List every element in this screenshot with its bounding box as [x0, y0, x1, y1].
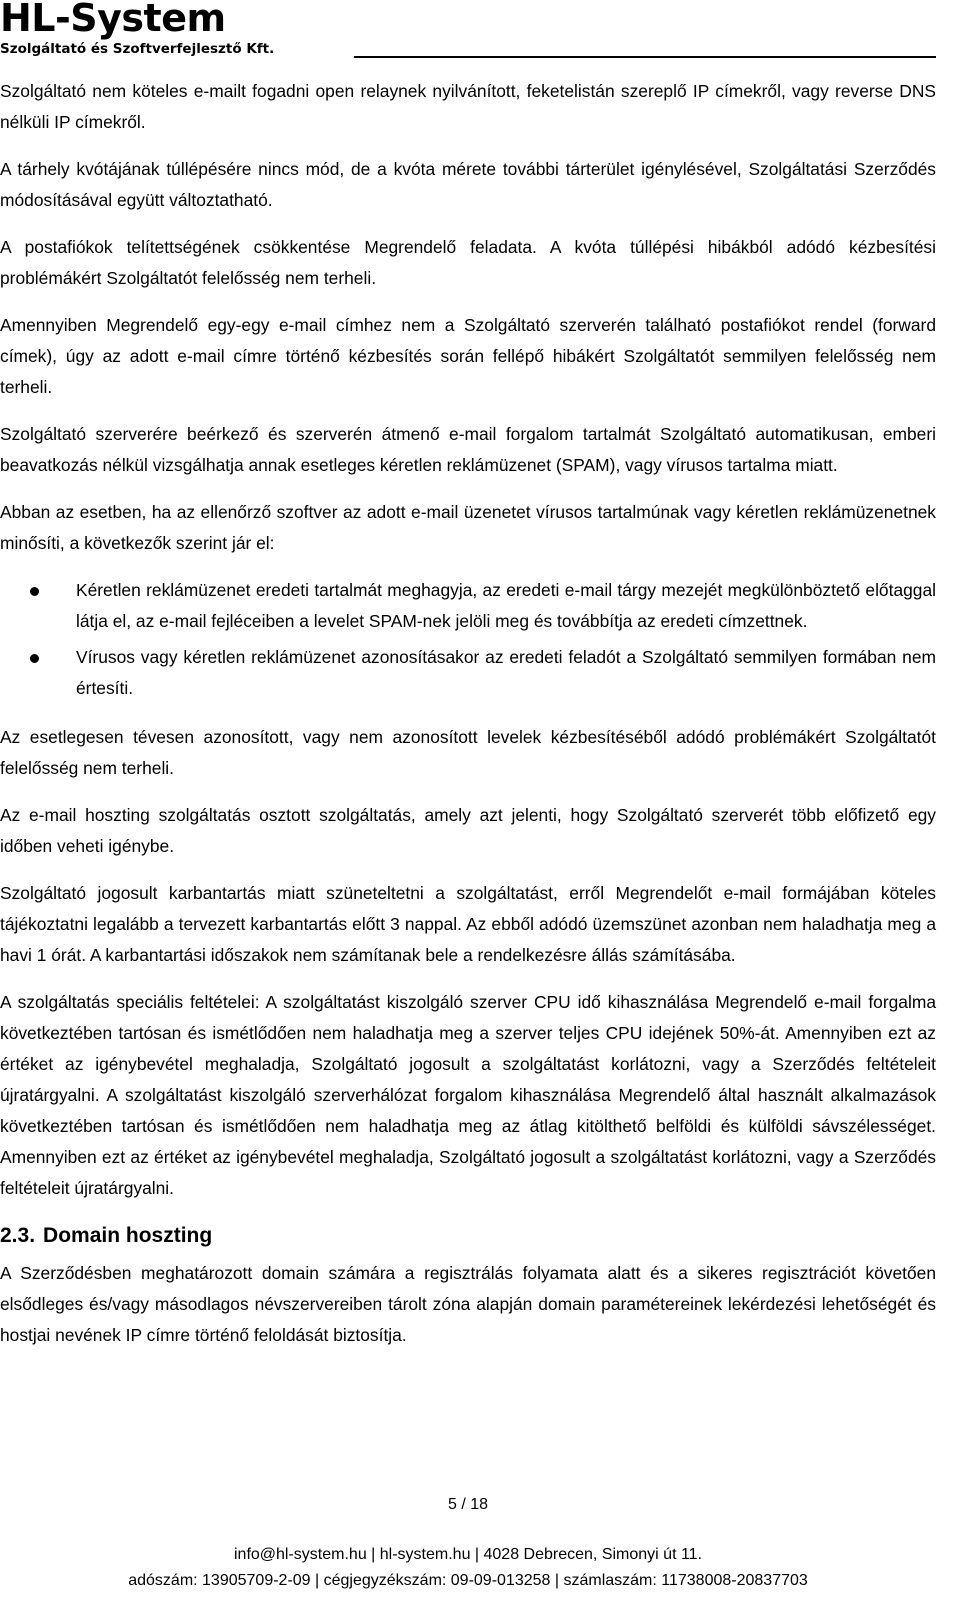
document-body [0, 76, 936, 1367]
paragraph-mailbox-fill: A postafiókok telítettségének csökkentése Megrendelő feladata. A kvóta túllépési hibákból adódó kézbesítési problémákért Szolgáltatót felelősség nem terheli. [0, 237, 936, 288]
company-logo-subtitle: Szolgáltató és Szoftverfejlesztő Kft. [0, 41, 275, 57]
list-item [0, 575, 936, 637]
paragraph-forward: Amennyiben Megrendelő egy-egy e-mail címhez nem a Szolgáltató szerverén található postafiókot rendel (forward címek), úgy az adott e-mail címre történő kézbesítés során fellépő hibákért Szolgáltatót semmilyen felelősség nem terheli. [0, 315, 936, 397]
list-item [0, 642, 936, 704]
paragraph-blacklist: Szolgáltató nem köteles e-mailt fogadni open relaynek nyilvánított, feketelistán szereplő IP címekről, vagy reverse DNS nélküli IP címekről. [0, 81, 936, 132]
footer-contact: info@hl-system.hu | hl-system.hu | 4028 Debrecen, Simonyi út 11. [233, 1546, 703, 1563]
section-title: Domain hoszting [43, 1224, 213, 1247]
paragraph-quota: A tárhely kvótájának túllépésére nincs mód, de a kvóta mérete további tárterület igénylésével, Szolgáltatási Szerződés módosításával együtt változtatható. [0, 159, 936, 210]
paragraph-shared-hosting: Az e-mail hoszting szolgáltatás osztott szolgáltatás, amely azt jelenti, hogy Szolgáltató szerverét több előfizető egy időben veheti igénybe. [0, 805, 936, 856]
list-item-text: Vírusos vagy kéretlen reklámüzenet azonosításakor az eredeti feladót a Szolgáltató semmilyen formában nem értesíti. [76, 647, 936, 698]
page-header [0, 0, 960, 60]
paragraph-domain-hosting: A Szerződésben meghatározott domain számára a regisztrálás folyamata alatt és a sikeres regisztrációt követően elsődleges és/vagy másodlagos névszervereiben tárolt zóna alapján domain paramétereinek lekérdezési lehetőségét és hostjai nevének IP címre történő feloldását biztosítja. [0, 1263, 936, 1345]
section-number: 2.3. [0, 1224, 36, 1247]
paragraph-spam-scan: Szolgáltató szerverére beérkező és szerverén átmenő e-mail forgalom tartalmát Szolgáltató automatikusan, emberi beavatkozás nélkül vizsgálhatja annak esetleges kéretlen reklámüzenet (SPAM), vagy vírusos tartalma miatt. [0, 424, 936, 475]
paragraph-special-terms: A szolgáltatás speciális feltételei: A szolgáltatást kiszolgáló szerver CPU idő kihasználása Megrendelő e-mail forgalma következtében tartósan és ismétlődően nem haladhatja meg a szerver teljes CPU idejének 50%-át. Amennyiben ezt az értéket az igénybevétel meghaladja, Szolgáltató jogosult a szolgáltatást korlátozni, vagy a Szerződés feltételeit újratárgyalni. A szolgáltatást kiszolgáló szerverhálózat forgalom kihasználása Megrendelő által használt alkalmazások következtében tartósan és ismétlődően nem haladhatja meg az átlag kitölthető belföldi és külföldi sávszélességet. Amennyiben ezt az értéket az igénybevétel meghaladja, Szolgáltató jogosult a szolgáltatást korlátozni, vagy a Szerződés feltételeit újratárgyalni. [0, 992, 936, 1198]
paragraph-spam-procedure: Abban az esetben, ha az ellenőrző szoftver az adott e-mail üzenetet vírusos tartalmúnak vagy kéretlen reklámüzenetnek minősíti, a következők szerint jár el: [0, 502, 936, 553]
procedure-list [0, 575, 936, 704]
paragraph-misidentified: Az esetlegesen tévesen azonosított, vagy nem azonosított levelek kézbesítéséből adódó problémákért Szolgáltatót felelősség nem terheli. [0, 727, 936, 778]
paragraph-maintenance: Szolgáltató jogosult karbantartás miatt szüneteltetni a szolgáltatást, erről Megrendelőt e-mail formájában köteles tájékoztatni legalább a tervezett karbantartás előtt 3 nappal. Az ebből adódó üzemszünet azonban nem haladhatja meg a havi 1 órát. A karbantartási időszakok nem számítanak bele a rendelkezésre állás számításába. [0, 883, 936, 965]
list-item-text: Kéretlen reklámüzenet eredeti tartalmát meghagyja, az eredeti e-mail tárgy mezejét megkülönböztető előtaggal látja el, az e-mail fejléceiben a levelet SPAM-nek jelöli meg és továbbítja az eredeti címzettnek. [76, 580, 936, 631]
section-heading [0, 1220, 936, 1252]
bullet-icon [30, 654, 39, 663]
bullet-icon [30, 587, 39, 596]
company-logo-title: HL-System [0, 0, 226, 40]
footer-registry: adószám: 13905709-2-09 | cégjegyzékszám: 09-09-013258 | számlaszám: 11738008-20837703 [128, 1572, 808, 1589]
page-number: 5 / 18 [447, 1496, 489, 1513]
header-divider [354, 56, 936, 58]
